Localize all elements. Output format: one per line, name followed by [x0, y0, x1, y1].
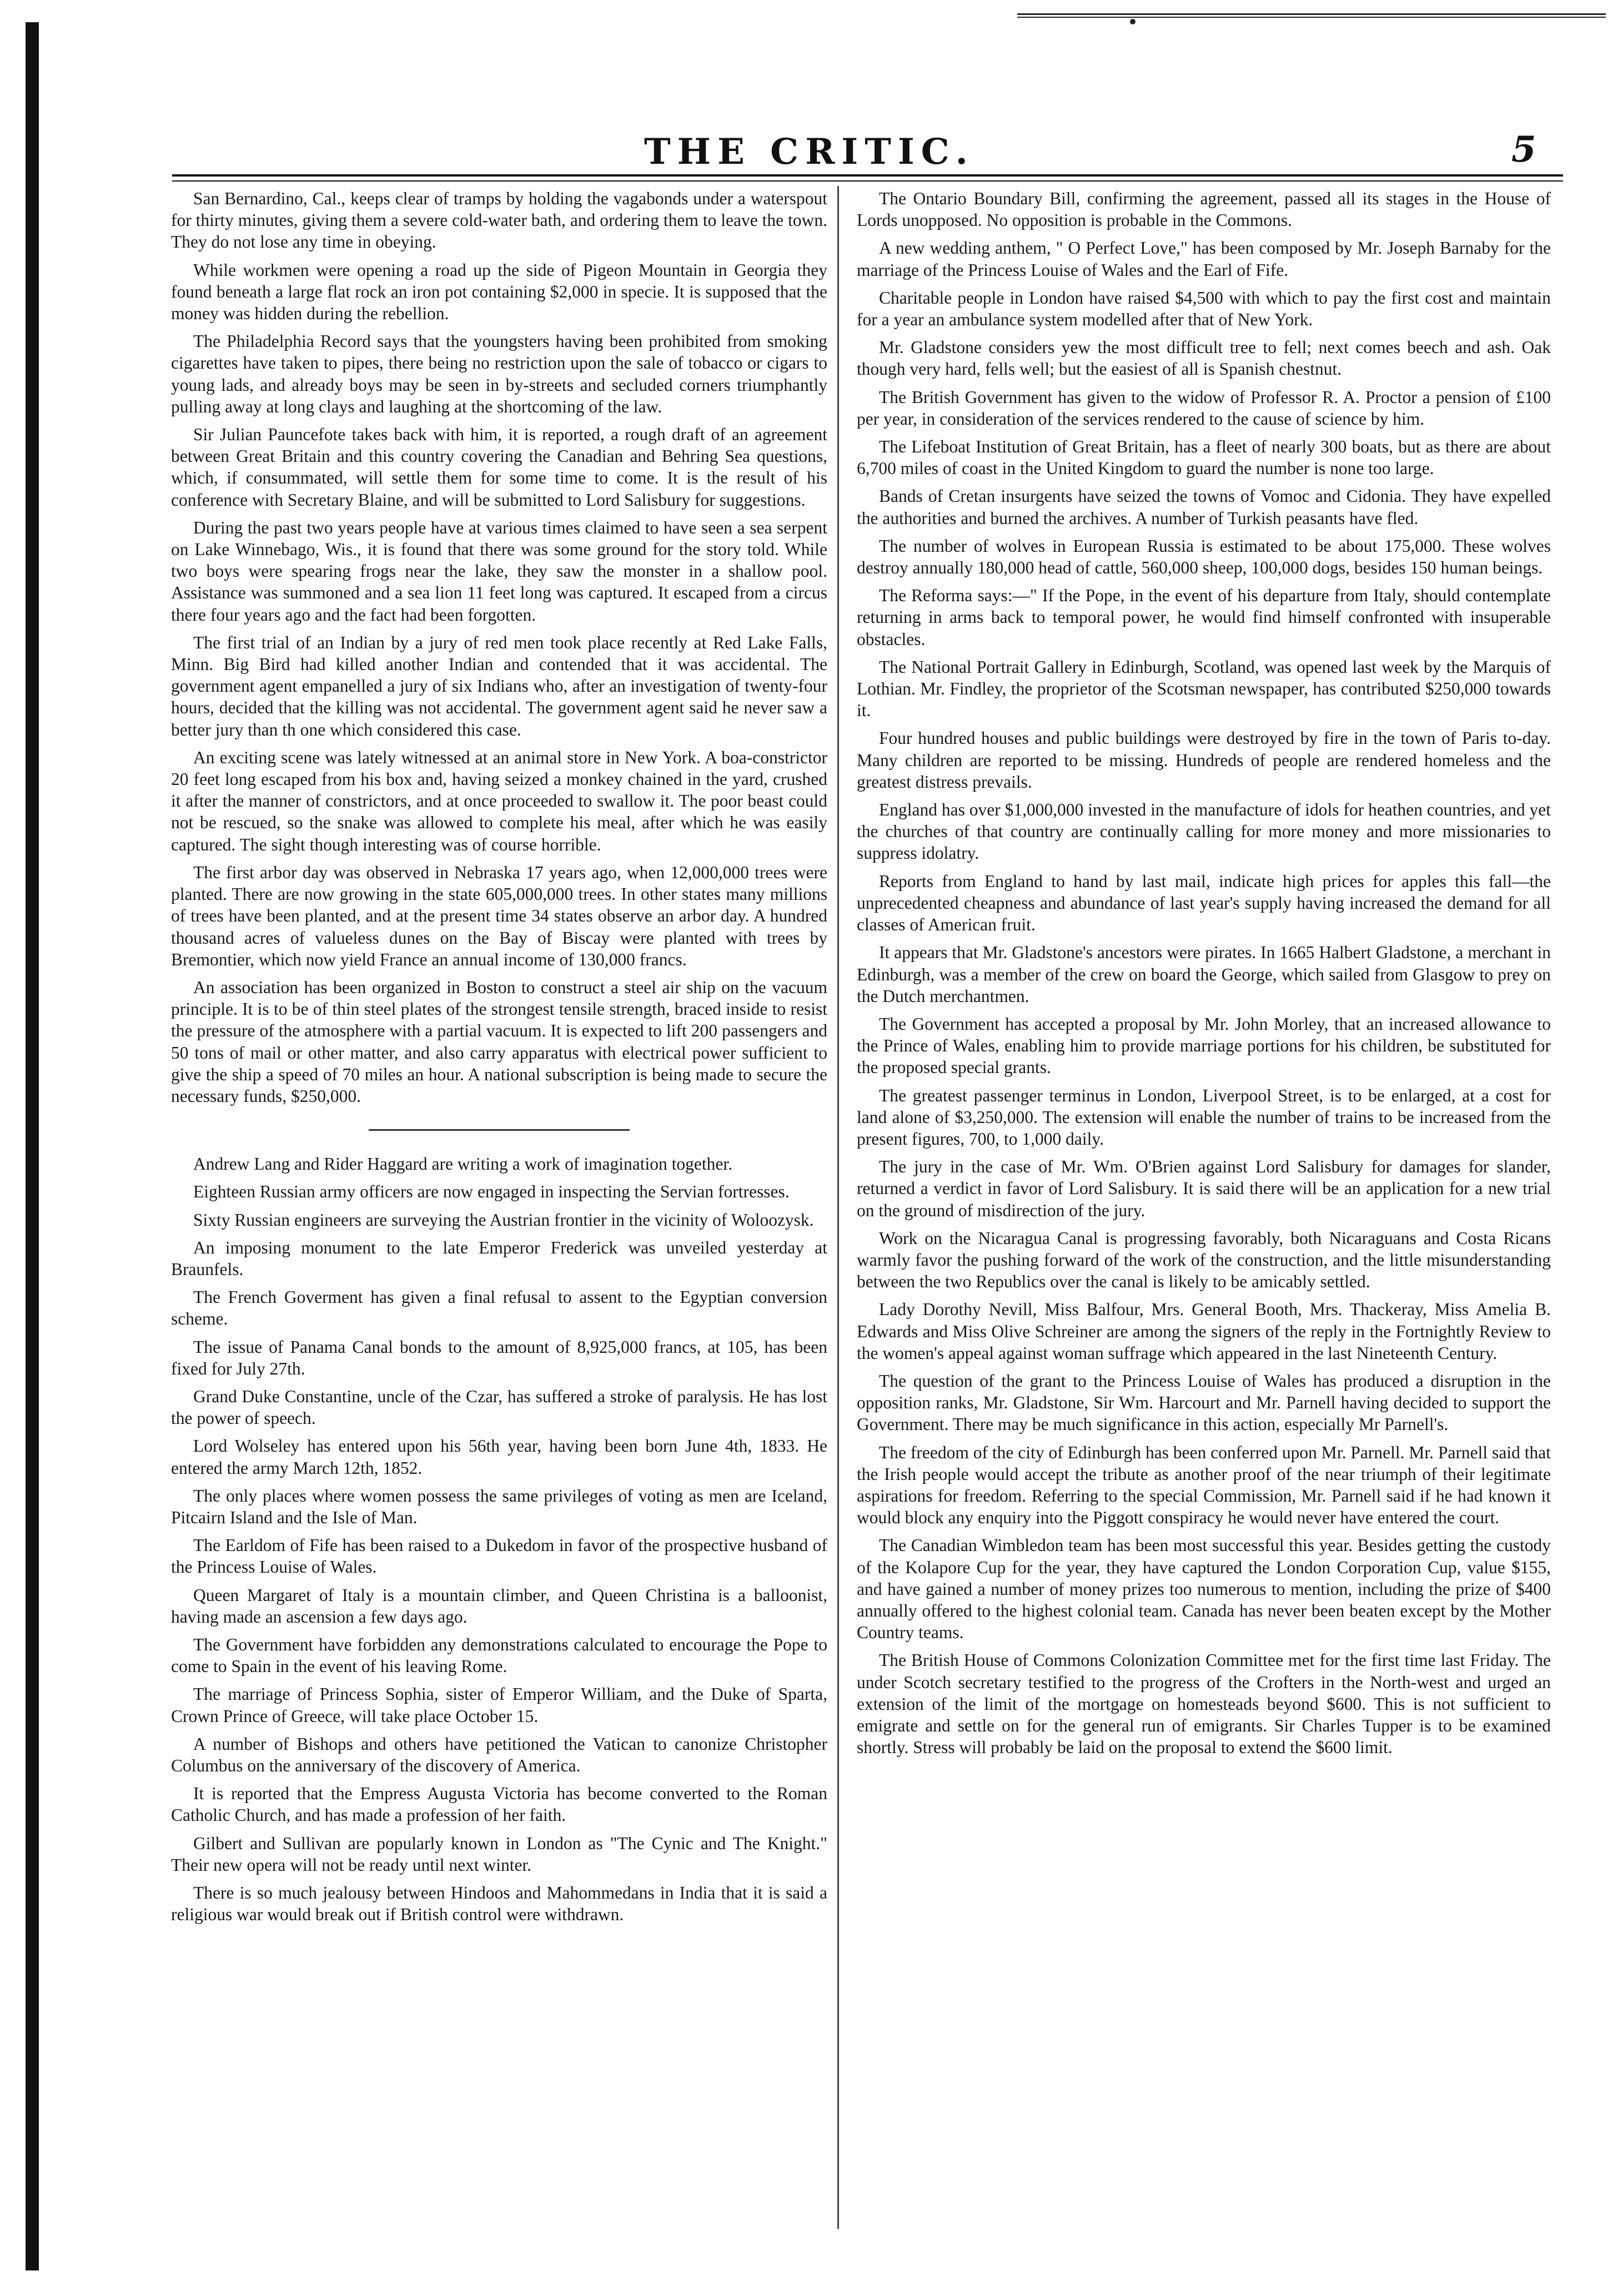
brief-item-3: Sixty Russian engineers are surveying the Austrian frontier in the vicinity of Woloozysk. — [193, 1210, 814, 1230]
right-news-item-16: The greatest passenger terminus in London, Liverpool Street, is to be enlarged, at a cost for land alone of $3,250,000. The extension will enable the number of trains to be increased from the present figures, 700, to 1,000 daily. — [857, 1085, 1551, 1149]
brief-item-17: There is so much jealousy between Hindoos and Mahommedans in India that it is said a religious war would break out if British control were withdrawn. — [171, 1883, 827, 1925]
right-news-item-4: Mr. Gladstone considers yew the most difficult tree to fell; next comes beech and ash. Oak though very hard, fells well; but the easiest of all is Spanish chestnut. — [857, 338, 1551, 379]
news-item-1: San Bernardino, Cal., keeps clear of tramps by holding the vagabonds under a waterspout for thirty minutes, giving them a severe cold-water bath, and ordering them to leave the town. They do not lose any time in obeying. — [171, 189, 827, 252]
right-news-item-17: The jury in the case of Mr. Wm. O'Brien against Lord Salisbury for damages for slander, returned a verdict in favor of Lord Salisbury. It is said there will be an application for a new trial on the ground of misdirection of the jury. — [857, 1157, 1551, 1220]
brief-item-9: The only places where women possess the same privileges of voting as men are Iceland, Pitcairn Island and the Isle of Man. — [171, 1486, 827, 1527]
brief-item-10: The Earldom of Fife has been raised to a Dukedom in favor of the prospective husband of the Princess Louise of Wales. — [171, 1535, 827, 1577]
news-item-8: The first arbor day was observed in Nebraska 17 years ago, when 12,000,000 trees were planted. There are now growing in the state 605,000,000 trees. In other states many millions of trees have been planted, and at the present time 34 states observe an arbor day. A hundred thousand acres of valueless dunes on the Bay of Biscay were planted with trees by Bremontier, which now yield France an annual income of 130,000 francs. — [171, 862, 827, 969]
right-news-item-2: A new wedding anthem, " O Perfect Love," has been composed by Mr. Joseph Barnaby for the marriage of the Princess Louise of Wales and the Earl of Fife. — [857, 238, 1551, 280]
right-news-item-12: England has over $1,000,000 invested in the manufacture of idols for heathen countries, and yet the churches of that country are continually calling for more money and more missionaries to suppress idolatry. — [857, 800, 1551, 863]
news-item-7: An exciting scene was lately witnessed at an animal store in New York. A boa-constrictor 20 feet long escaped from his box and, having seized a monkey chained in the yard, crushed it after the manner of constrictors, and at once proceeded to swallow it. The poor beast could not be rescued, so the snake was allowed to complete his meal, after which he was easily captured. The sight though interesting was of course horrible. — [171, 747, 827, 854]
top-rule-short — [1017, 13, 1606, 15]
news-item-4: Sir Julian Pauncefote takes back with him, it is reported, a rough draft of an agreement between Great Britain and this country covering the Canadian and Behring Sea questions, which, if consummated, will settle them for some time to come. It is the result of his conference with Secretary Blaine, and will be submitted to Lord Salisbury for suggestions. — [171, 425, 827, 510]
column-divider — [837, 186, 839, 2229]
brief-item-15: It is reported that the Empress Augusta Victoria has become converted to the Roman Catholic Church, and has made a profession of her faith. — [171, 1784, 827, 1825]
right-news-item-13: Reports from England to hand by last mail, indicate high prices for apples this fall—the unprecedented cheapness and abundance of last year's supply having increased the demand for all classes of American fruit. — [857, 871, 1551, 935]
page-number: 5 — [1511, 129, 1536, 170]
brief-item-12: The Government have forbidden any demonstrations calculated to encourage the Pope to come to Spain in the event of his leaving Rome. — [171, 1634, 827, 1676]
news-item-9: An association has been organized in Boston to construct a steel air ship on the vacuum principle. It is to be of thin steel plates of the strongest tensile strength, braced inside to resist the pressure of the atmosphere with a partial vacuum. It is expected to lift 200 passengers and 50 tons of mail or other matter, and also carry apparatus with electrical power sufficient to give the ship a speed of 70 miles an hour. A national subscription is being made to secure the necessary funds, $250,000. — [171, 977, 827, 1106]
right-news-item-1: The Ontario Boundary Bill, confirming the agreement, passed all its stages in the House of Lords unopposed. No opposition is probable in the Commons. — [857, 189, 1551, 230]
brief-item-6: The issue of Panama Canal bonds to the amount of 8,925,000 francs, at 105, has been fixed for July 27th. — [171, 1337, 827, 1378]
left-column-section-a — [171, 188, 827, 1107]
news-item-3: The Philadelphia Record says that the youngsters having been prohibited from smoking cigarettes have taken to pipes, there being no restriction upon the sale of tobacco or cigars to young lads, and already boys may be seen in by-streets and secluded corners triumphantly pulling away at long clays and laughing at the shortcoming of the law. — [171, 331, 827, 416]
brief-item-11: Queen Margaret of Italy is a mountain climber, and Queen Christina is a balloonist, having made an ascension a few days ago. — [171, 1585, 827, 1627]
right-news-item-22: The Canadian Wimbledon team has been most successful this year. Besides getting the custody of the Kolapore Cup for the year, they have captured the London Corporation Cup, value $155, and have gained a number of money prizes too numerous to mention, including the prize of $400 annually offered to the highest colonial team. Canada has never been beaten except by the Mother Country teams. — [857, 1535, 1551, 1643]
right-news-item-18: Work on the Nicaragua Canal is progressing favorably, both Nicaraguans and Costa Ricans warmly favor the pushing forward of the work of the construction, and the little misunderstanding between the two Republics over the canal is likely to be amicably settled. — [857, 1228, 1551, 1292]
left-column-section-b — [171, 1153, 827, 1925]
brief-item-5: The French Goverment has given a final refusal to assent to the Egyptian conversion scheme. — [171, 1287, 827, 1329]
brief-item-13: The marriage of Princess Sophia, sister of Emperor William, and the Duke of Sparta, Crown Prince of Greece, will take place October 15. — [171, 1684, 827, 1726]
left-column — [171, 188, 827, 1931]
binding-edge — [26, 22, 39, 2270]
right-news-item-11: Four hundred houses and public buildings were destroyed by fire in the town of Paris to-day. Many children are reported to be missing. Hundreds of people are rendered homeless and the greatest distress prevails. — [857, 728, 1551, 792]
right-column — [857, 188, 1551, 1764]
right-news-item-8: The number of wolves in European Russia is estimated to be about 175,000. These wolves destroy annually 180,000 head of cattle, 560,000 sheep, 100,000 dogs, besides 150 human beings. — [857, 536, 1551, 578]
brief-item-16: Gilbert and Sullivan are popularly known in London as "The Cynic and The Knight." Their new opera will not be ready until next winter. — [171, 1833, 827, 1875]
news-item-5: During the past two years people have at various times claimed to have seen a sea serpent on Lake Winnebago, Wis., it is found that there was some ground for the story told. While two boys were spearing frogs near the lake, they saw the monster in a shallow pool. Assistance was summoned and a sea lion 11 feet long was captured. It escaped from a circus there four years ago and the fact had been forgotten. — [171, 517, 827, 625]
news-item-2: While workmen were opening a road up the side of Pigeon Mountain in Georgia they found beneath a large flat rock an iron pot containing $2,000 in specie. It is supposed that the money was hidden during the rebellion. — [171, 260, 827, 324]
right-news-item-19: Lady Dorothy Nevill, Miss Balfour, Mrs. General Booth, Mrs. Thackeray, Miss Amelia B. Edwards and Miss Olive Schreiner are among the signers of the reply in the Fortnightly Review to the women's appeal against woman suffrage which appeared in the last Nineteenth Century. — [857, 1300, 1551, 1363]
brief-item-4: An imposing monument to the late Emperor Frederick was unveiled yesterday at Braunfels. — [171, 1237, 827, 1279]
brief-item-2: Eighteen Russian army officers are now engaged in inspecting the Servian fortresses. — [193, 1182, 790, 1202]
right-news-item-9: The Reforma says:—" If the Pope, in the event of his departure from Italy, should contemplate returning in arms back to temporal power, he would find himself confronted with insuperable obstacles. — [857, 586, 1551, 649]
right-news-item-5: The British Government has given to the widow of Professor R. A. Proctor a pension of £100 per year, in consideration of the services rendered to the cause of science by him. — [857, 387, 1551, 429]
right-news-item-15: The Government has accepted a proposal by Mr. John Morley, that an increased allowance to the Prince of Wales, enabling him to provide marriage portions for his children, be substituted for the proposed special grants. — [857, 1014, 1551, 1077]
right-news-item-20: The question of the grant to the Princess Louise of Wales has produced a disruption in the opposition ranks, Mr. Gladstone, Sir Wm. Harcourt and Mr. Parnell having decided to support the Government. There may be much significance in this action, especially Mr Parnell's. — [857, 1371, 1551, 1434]
masthead-title: THE CRITIC. — [644, 131, 974, 173]
right-news-item-23: The British House of Commons Colonization Committee met for the first time last Friday. The under Scotch secretary testified to the progress of the Crofters in the North-west and urged an extension of the limit of the mortgage on homesteads beyond $600. This is not sufficient to emigrate and settle on for the general run of emigrants. Sir Charles Tupper is to be examined shortly. Stress will probably be laid on the proposal to extend the $600 limit. — [857, 1650, 1551, 1758]
print-dot — [1130, 19, 1135, 24]
right-news-item-6: The Lifeboat Institution of Great Britain, has a fleet of nearly 300 boats, but as there are about 6,700 miles of coast in the United Kingdom to guard the number is none too large. — [857, 437, 1551, 479]
brief-item-14: A number of Bishops and others have petitioned the Vatican to canonize Christopher Columbus on the anniversary of the discovery of America. — [171, 1734, 827, 1775]
section-separator — [369, 1129, 630, 1131]
brief-item-7: Grand Duke Constantine, uncle of the Czar, has suffered a stroke of paralysis. He has lost the power of speech. — [171, 1386, 827, 1428]
right-news-item-10: The National Portrait Gallery in Edinburgh, Scotland, was opened last week by the Marquis of Lothian. Mr. Findley, the proprietor of the Scotsman newspaper, has contributed $250,000 towards it. — [857, 657, 1551, 721]
right-news-item-14: It appears that Mr. Gladstone's ancestors were pirates. In 1665 Halbert Gladstone, a merchant in Edinburgh, was a member of the crew on board the George, which sailed from Glasgow to prey on the Dutch merchantmen. — [857, 943, 1551, 1006]
news-item-6: The first trial of an Indian by a jury of red men took place recently at Red Lake Falls, Minn. Big Bird had killed another Indian and contended that it was accidental. The government agent empanelled a jury of six Indians who, after an investigation of twenty-four hours, decided that the killing was not accidental. The government agent said he never saw a better jury than th one which considered this case. — [171, 632, 827, 739]
top-rule-long — [1017, 17, 1606, 18]
brief-item-1: Andrew Lang and Rider Haggard are writing a work of imagination together. — [193, 1154, 732, 1174]
header-rule-thick — [172, 174, 1563, 177]
right-news-item-21: The freedom of the city of Edinburgh has been conferred upon Mr. Parnell. Mr. Parnell said that the Irish people would accept the tribute as another proof of the near triumph of their legitimate aspirations for freedom. Referring to the special Commission, Mr. Parnell said if he had known it would block any enquiry into the Piggott conspiracy he would never have entered the court. — [857, 1442, 1551, 1528]
right-news-item-3: Charitable people in London have raised $4,500 with which to pay the first cost and maintain for a year an ambulance system modelled after that of New York. — [857, 288, 1551, 330]
header-rule-thin — [172, 180, 1563, 182]
right-news-item-7: Bands of Cretan insurgents have seized the towns of Vomoc and Cidonia. They have expelled the authorities and burned the archives. A number of Turkish peasants have fled. — [857, 486, 1551, 528]
brief-item-8: Lord Wolseley has entered upon his 56th year, having been born June 4th, 1833. He entered the army March 12th, 1852. — [171, 1436, 827, 1478]
right-column-section — [857, 188, 1551, 1758]
